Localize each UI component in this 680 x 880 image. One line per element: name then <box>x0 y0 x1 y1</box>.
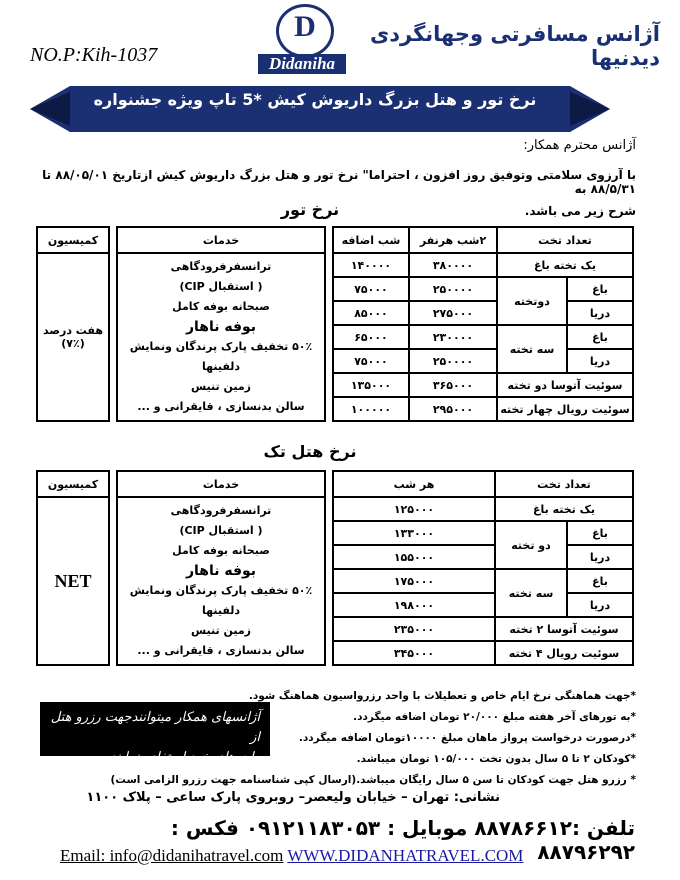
services-list <box>117 253 325 421</box>
price-cell: ۲۹۵۰۰۰ <box>409 397 497 421</box>
voucher-line-1: آژانسهای همکار میتوانندجهت رزرو هتل از <box>50 710 260 745</box>
room-type: سوئیت رویال چهار تخته <box>497 397 633 421</box>
extra-cell: ۱۴۰۰۰۰ <box>333 253 409 277</box>
didaniha-logo <box>258 4 348 74</box>
tour-title: نرخ تور <box>280 200 340 219</box>
price-cell: ۲۳۵۰۰۰ <box>333 617 495 641</box>
banner-title: نرخ تور و هتل بزرگ داریوش کیش *5 تاپ ویژه جشنواره <box>93 90 537 109</box>
intro-line-2: شرح زیر می باشد. <box>524 204 636 218</box>
note-item: *جهت هماهنگی نرخ ایام خاص و تعطیلات با واحد رزرواسیون هماهنگ شود. <box>248 690 636 702</box>
note-item: *درصورت درخواست پرواز ماهان مبلغ ۱۰۰۰۰تومان اضافه میگردد. <box>298 732 636 744</box>
sub-type: باغ <box>567 277 633 301</box>
sub-type: باغ <box>567 325 633 349</box>
service-item: صبحانه بوفه کامل <box>172 300 270 313</box>
service-item: ترانسفرفرودگاهی <box>170 504 272 517</box>
extra-cell: ۶۵۰۰۰ <box>333 325 409 349</box>
service-item: ۵۰٪ تخفیف پارک پرندگان ونمایش دلفینها <box>129 584 313 617</box>
price-cell: ۲۵۰۰۰۰ <box>409 277 497 301</box>
room-type: سوئیت رویال ۴ تخته <box>495 641 633 665</box>
note-item: *به تورهای آخر هفته مبلغ ۲۰/۰۰۰ تومان اضافه میگردد. <box>353 711 636 723</box>
room-group: سه تخته <box>497 325 567 373</box>
service-item: ۵۰٪ تخفیف پارک پرندگان ونمایش دلفینها <box>129 340 313 373</box>
greeting: آژانس محترم همکار: <box>523 138 636 153</box>
note-item: *کودکان ۲ تا ۵ سال بدون تخت ۱۰۵/۰۰۰ تومان میباشد. <box>356 753 636 765</box>
price-cell: ۱۷۵۰۰۰ <box>333 569 495 593</box>
room-group: سه تخته <box>495 569 567 617</box>
tour-price-table <box>36 226 634 422</box>
price-cell: ۳۶۵۰۰۰ <box>409 373 497 397</box>
extra-cell: ۱۰۰۰۰۰ <box>333 397 409 421</box>
service-item: ( استقبال CIP) <box>179 280 263 293</box>
web-contact <box>60 846 523 866</box>
service-item: ( استقبال CIP) <box>179 524 263 537</box>
extra-cell: ۷۵۰۰۰ <box>333 349 409 373</box>
email-link[interactable]: Email: info@didanihatravel.com <box>60 846 284 865</box>
price-cell: ۳۴۵۰۰۰ <box>333 641 495 665</box>
header-room: تعداد تخت <box>495 471 633 497</box>
extra-cell: ۸۵۰۰۰ <box>333 301 409 325</box>
extra-cell: ۷۵۰۰۰ <box>333 277 409 301</box>
commission-percent: (۷٪) <box>61 337 85 350</box>
price-cell: ۱۹۸۰۰۰ <box>333 593 495 617</box>
header-extra: شب اضافه <box>333 227 409 253</box>
service-item: زمین تنیس <box>190 380 252 393</box>
service-item: ترانسفرفرودگاهی <box>170 260 272 273</box>
logo-wordmark: Didaniha <box>258 54 346 74</box>
price-cell: ۲۷۵۰۰۰ <box>409 301 497 325</box>
logo-monogram: D <box>294 10 316 43</box>
commission-cell <box>37 253 109 421</box>
room-group: دو تخته <box>495 521 567 569</box>
contact-phones: تلفن :۸۸۷۸۶۶۱۲ موبایل : ۰۹۱۲۱۱۸۳۰۵۳ فکس : ۸۸۷۹۶۲۹۲ <box>170 816 635 864</box>
sub-type: دریا <box>567 349 633 373</box>
agency-name: آژانس مسافرتی وجهانگردی دیدنیها <box>369 22 660 70</box>
header-commission: کمیسیون <box>37 471 109 497</box>
header-room: تعداد تخت <box>497 227 633 253</box>
sub-type: دریا <box>567 301 633 325</box>
room-type: یک تخته باغ <box>497 253 633 277</box>
service-item: سالن بدنسازی ، قایقرانی و ... <box>137 400 305 413</box>
room-type: سوئیت آتوسا دو تخته <box>497 373 633 397</box>
price-cell: ۲۵۰۰۰۰ <box>409 349 497 373</box>
services-list <box>117 497 325 665</box>
document-number: NO.P:Kih-1037 <box>30 44 158 66</box>
price-cell: ۳۸۰۰۰۰ <box>409 253 497 277</box>
hotel-title: نرخ هتل تک <box>263 442 357 461</box>
sub-type: دریا <box>567 593 633 617</box>
header-services: خدمات <box>117 227 325 253</box>
price-cell: ۲۳۰۰۰۰ <box>409 325 497 349</box>
price-cell: ۱۳۳۰۰۰ <box>333 521 495 545</box>
commission-text: هفت درصد <box>43 324 103 337</box>
header-services: خدمات <box>117 471 325 497</box>
service-item: صبحانه بوفه کامل <box>172 544 270 557</box>
header-price: هر شب <box>333 471 495 497</box>
sub-type: باغ <box>567 521 633 545</box>
address: نشانی: تهران – خیابان ولیعصر– روبروی پارک ساعی – پلاک ۱۱۰۰ <box>86 790 500 805</box>
room-group: دوتخته <box>497 277 567 325</box>
header-price: ۲شب هرنفر <box>409 227 497 253</box>
intro-line-1: با آرزوی سلامتی وتوفیق روز افزون ، احتراما" نرخ تور و هتل بزرگ داریوش کیش ازتاریخ ۸۸/۰۵/۰۱ تا ۸۸/۵/۳۱ به <box>42 168 636 196</box>
hotel-price-table <box>36 470 634 666</box>
service-item: سالن بدنسازی ، قایقرانی و ... <box>137 644 305 657</box>
room-type: سوئیت آتوسا ۲ تخته <box>495 617 633 641</box>
service-item: زمین تنیس <box>190 624 252 637</box>
sub-type: دریا <box>567 545 633 569</box>
price-cell: ۱۵۵۰۰۰ <box>333 545 495 569</box>
voucher-line-2: واچرهای خود استفاده نمایند. <box>105 750 260 765</box>
sub-type: باغ <box>567 569 633 593</box>
price-cell: ۱۲۵۰۰۰ <box>333 497 495 521</box>
website-link[interactable]: WWW.DIDANHATRAVEL.COM <box>287 846 524 865</box>
note-item: * رزرو هتل جهت کودکان تا سن ۵ سال رایگان میباشد.(ارسال کپی شناسنامه جهت رزرو الزامی است) <box>110 774 636 786</box>
room-type: یک تخته باغ <box>495 497 633 521</box>
service-item: بوفه ناهار <box>185 563 257 579</box>
service-item: بوفه ناهار <box>185 319 257 335</box>
header-commission: کمیسیون <box>37 227 109 253</box>
voucher-notice <box>40 702 270 765</box>
commission-cell: NET <box>37 497 109 665</box>
extra-cell: ۱۳۵۰۰۰ <box>333 373 409 397</box>
